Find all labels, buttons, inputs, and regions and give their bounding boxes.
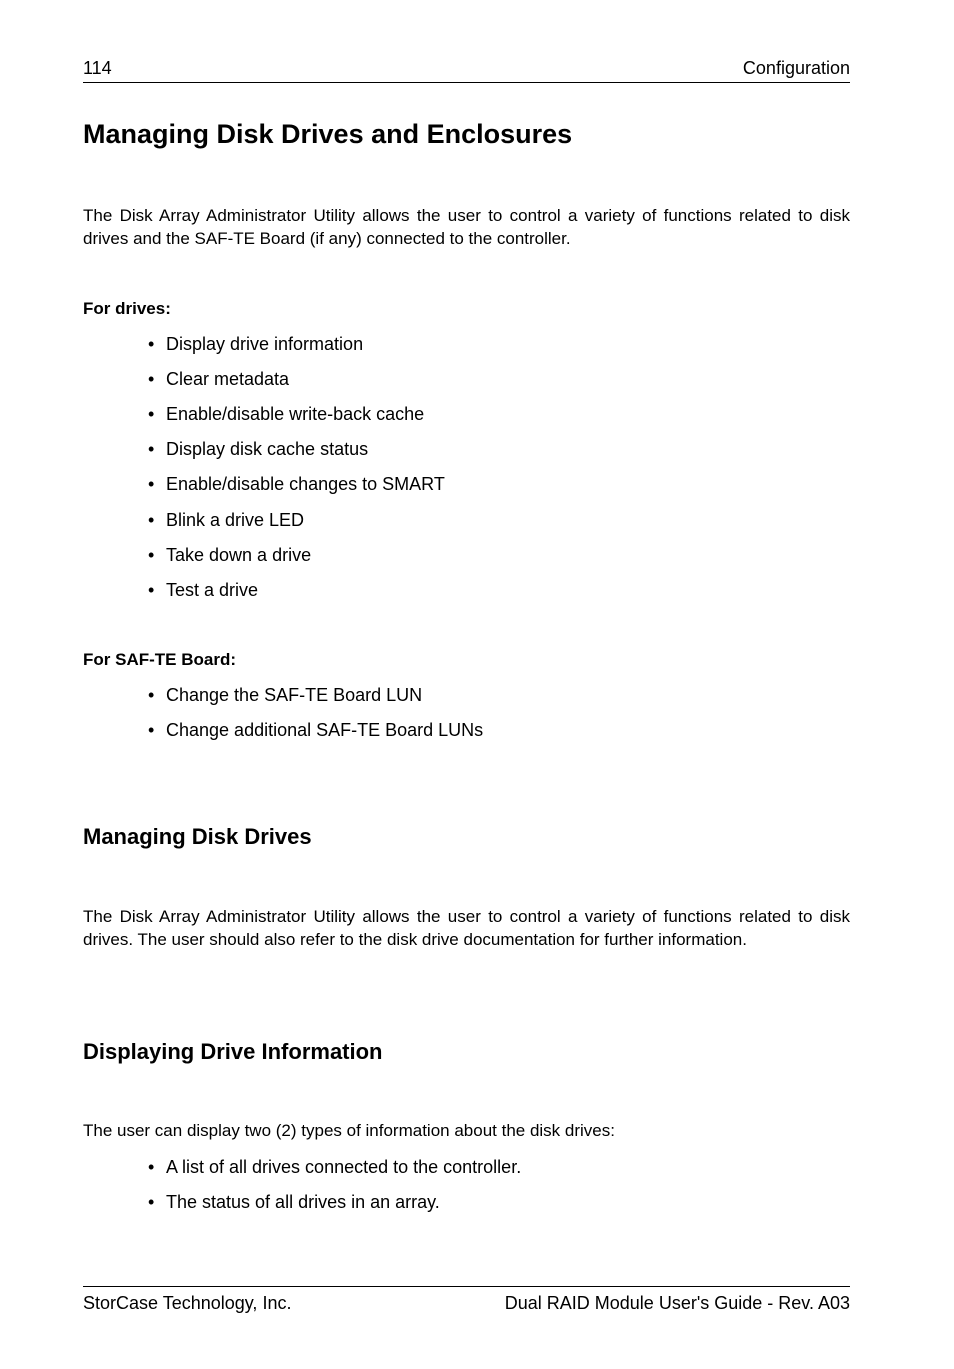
- bullet-icon: •: [148, 545, 155, 565]
- bullet-icon: •: [148, 334, 155, 354]
- list-item: • Clear metadata: [148, 369, 290, 389]
- displaying-drive-info-paragraph: The user can display two (2) types of information about the disk drives:: [83, 1121, 615, 1140]
- section-heading-managing-disk-drives: Managing Disk Drives: [83, 824, 312, 849]
- list-item: • Blink a drive LED: [148, 510, 305, 530]
- list-item: • Take down a drive: [148, 545, 312, 565]
- intro-paragraph: The Disk Array Administrator Utility allows the user to control a variety of functions related to disk drives and the SAF-TE Board (if any) connected to the controller.: [83, 206, 850, 248]
- list-item: • Display drive information: [148, 334, 364, 354]
- footer-document-title: Dual RAID Module User's Guide - Rev. A03: [504, 1293, 850, 1313]
- running-header-section: Configuration: [742, 58, 850, 78]
- list-item: • Display disk cache status: [148, 439, 369, 459]
- list-item: • Test a drive: [148, 580, 259, 600]
- list-item: • A list of all drives connected to the controller.: [148, 1157, 522, 1177]
- list-item: • Change the SAF-TE Board LUN: [148, 685, 423, 705]
- safte-section-label: For SAF-TE Board:: [83, 650, 236, 669]
- page-title: Managing Disk Drives and Enclosures: [83, 119, 573, 149]
- bullet-icon: •: [148, 404, 155, 424]
- bullet-icon: •: [148, 1192, 155, 1212]
- bullet-icon: •: [148, 510, 155, 530]
- bullet-icon: •: [148, 720, 155, 740]
- bullet-icon: •: [148, 685, 155, 705]
- page-number: 114: [83, 58, 112, 78]
- list-item: • The status of all drives in an array.: [148, 1192, 440, 1212]
- bullet-icon: •: [148, 474, 155, 494]
- list-item: • Enable/disable changes to SMART: [148, 474, 445, 494]
- bullet-icon: •: [148, 580, 155, 600]
- list-item: • Change additional SAF-TE Board LUNs: [148, 720, 484, 740]
- list-item: • Enable/disable write-back cache: [148, 404, 425, 424]
- footer-rule: [83, 1286, 850, 1287]
- drives-section-label: For drives:: [83, 299, 171, 318]
- section-heading-displaying-drive-information: Displaying Drive Information: [83, 1039, 383, 1064]
- bullet-icon: •: [148, 1157, 155, 1177]
- managing-disk-drives-paragraph: The Disk Array Administrator Utility allows the user to control a variety of functions related to disk drives. The user should also refer to the disk drive documentation for further information.: [83, 907, 850, 949]
- bullet-icon: •: [148, 369, 155, 389]
- header-rule: [83, 82, 850, 83]
- footer-company: StorCase Technology, Inc.: [83, 1293, 292, 1313]
- bullet-icon: •: [148, 439, 155, 459]
